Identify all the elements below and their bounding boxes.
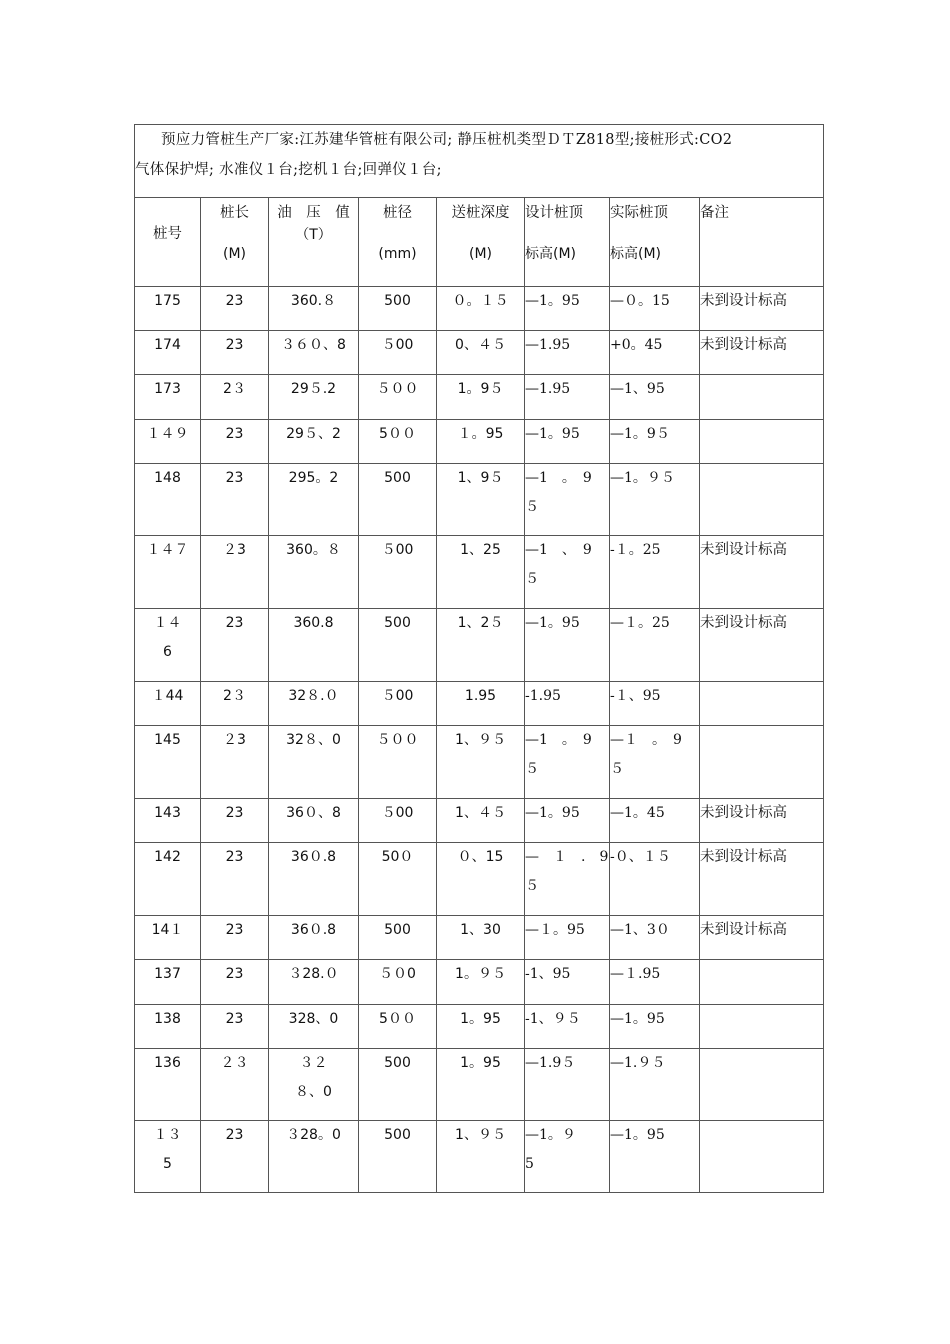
remark-cell: 未到设计标高 [700, 287, 824, 331]
actual-elev-cell: -０、１５ [610, 843, 700, 916]
remark-cell: 未到设计标高 [700, 331, 824, 375]
table-row [135, 287, 824, 331]
diameter-cell: 5００ [359, 1005, 437, 1049]
actual-elev-cell: —１。25 [610, 609, 700, 682]
pile-length-cell: 23 [201, 916, 269, 960]
pile-no-cell: 137 [135, 960, 201, 1005]
col-header-design-elev: 设计桩顶 标高(M) [525, 198, 610, 287]
actual-elev-cell: —1。9５ [610, 420, 700, 464]
actual-elev-cell: —1、3０ [610, 916, 700, 960]
pile-length-cell: ２３ [201, 1049, 269, 1121]
pile-length-cell: 2３ [201, 682, 269, 726]
remark-cell [700, 1005, 824, 1049]
pile-no-cell: １44 [135, 682, 201, 726]
pile-length-cell: 23 [201, 960, 269, 1005]
col-header-actual-elev: 实际桩顶 标高(M) [610, 198, 700, 287]
pile-length-cell: 23 [201, 843, 269, 916]
oil-pressure-cell: 29５.2 [269, 375, 359, 420]
table-row [135, 536, 824, 609]
depth-cell: 1、９５ [437, 726, 525, 799]
pile-length-cell: 23 [201, 1121, 269, 1193]
design-elev-cell: —1。95 [525, 287, 610, 331]
design-elev-cell: —1.95 [525, 331, 610, 375]
oil-pressure-cell: ３28.０ [269, 960, 359, 1005]
diameter-cell: 500 [359, 1049, 437, 1121]
depth-cell: 1、９５ [437, 1121, 525, 1193]
col-header-diameter: 桩径 (mm) [359, 198, 437, 287]
diameter-cell: ５00 [359, 536, 437, 609]
remark-cell [700, 1121, 824, 1193]
diameter-cell: ５００ [359, 726, 437, 799]
depth-cell: 1、30 [437, 916, 525, 960]
actual-elev-cell: —1、95 [610, 375, 700, 420]
header-note [135, 125, 824, 198]
actual-elev-cell: —１ 。 9 ５ [610, 726, 700, 799]
table-row [135, 609, 824, 682]
design-elev-cell: —1 。 9 ５ [525, 464, 610, 536]
pile-no-cell: 173 [135, 375, 201, 420]
oil-pressure-cell: 29５、2 [269, 420, 359, 464]
pile-no-cell: 138 [135, 1005, 201, 1049]
design-elev-cell: -1、９５ [525, 1005, 610, 1049]
depth-cell: 1。９５ [437, 960, 525, 1005]
actual-elev-cell: —1.９５ [610, 1049, 700, 1121]
header-note-line2: 气体保护焊; 水准仪１台;挖机１台;回弹仪１台; [135, 162, 442, 178]
oil-pressure-cell: 36０、8 [269, 799, 359, 843]
col-header-remark: 备注 [700, 198, 824, 287]
pile-no-cell: 136 [135, 1049, 201, 1121]
actual-elev-cell: —1。９５ [610, 464, 700, 536]
depth-cell: １。95 [437, 420, 525, 464]
oil-pressure-cell: 36０.8 [269, 843, 359, 916]
header-note-line1: 预应力管桩生产厂家:江苏建华管桩有限公司; 静压桩机类型ＤＴZ818型;接桩形式:CO2 [161, 132, 733, 148]
remark-cell [700, 726, 824, 799]
depth-cell: 1。95 [437, 1049, 525, 1121]
depth-cell: 1.95 [437, 682, 525, 726]
pile-record-table [134, 124, 824, 1193]
pile-length-cell: 23 [201, 799, 269, 843]
oil-pressure-cell: ３２ ８、0 [269, 1049, 359, 1121]
design-elev-cell: —1。９ 5 [525, 1121, 610, 1193]
table-row [135, 331, 824, 375]
oil-pressure-cell: ３28。0 [269, 1121, 359, 1193]
oil-pressure-cell: 360。８ [269, 536, 359, 609]
pile-no-cell: 148 [135, 464, 201, 536]
actual-elev-cell: —1。45 [610, 799, 700, 843]
oil-pressure-cell: 295。2 [269, 464, 359, 536]
table-row [135, 1005, 824, 1049]
pile-length-cell: 23 [201, 464, 269, 536]
pile-no-cell: 142 [135, 843, 201, 916]
design-elev-cell: —1.95 [525, 375, 610, 420]
diameter-cell: 500 [359, 609, 437, 682]
pile-no-cell: 145 [135, 726, 201, 799]
diameter-cell: ５00 [359, 331, 437, 375]
pile-length-cell: ２3 [201, 536, 269, 609]
remark-cell: 未到设计标高 [700, 916, 824, 960]
depth-cell: 1、2５ [437, 609, 525, 682]
pile-no-cell: １４９ [135, 420, 201, 464]
table-row [135, 799, 824, 843]
pile-length-cell: 23 [201, 1005, 269, 1049]
oil-pressure-cell: ３６０、8 [269, 331, 359, 375]
pile-no-cell: １３ 5 [135, 1121, 201, 1193]
pile-length-cell: 23 [201, 609, 269, 682]
actual-elev-cell: —１.95 [610, 960, 700, 1005]
column-header-row [135, 198, 824, 287]
depth-cell: 1、４５ [437, 799, 525, 843]
col-header-length: 桩长 (M) [201, 198, 269, 287]
oil-pressure-cell: 360.８ [269, 287, 359, 331]
actual-elev-cell: +0。45 [610, 331, 700, 375]
remark-cell: 未到设计标高 [700, 609, 824, 682]
remark-cell [700, 375, 824, 420]
diameter-cell: 5００ [359, 420, 437, 464]
pile-length-cell: 23 [201, 287, 269, 331]
table-row [135, 916, 824, 960]
design-elev-cell: —1 。 9 ５ [525, 726, 610, 799]
remark-cell [700, 960, 824, 1005]
design-elev-cell: —1。95 [525, 799, 610, 843]
depth-cell: 1。9５ [437, 375, 525, 420]
remark-cell: 未到设计标高 [700, 799, 824, 843]
depth-cell: 1、9５ [437, 464, 525, 536]
diameter-cell: ５00 [359, 799, 437, 843]
remark-cell: 未到设计标高 [700, 536, 824, 609]
table-row [135, 1049, 824, 1121]
actual-elev-cell: —1。95 [610, 1121, 700, 1193]
diameter-cell: 500 [359, 1121, 437, 1193]
oil-pressure-cell: 36０.8 [269, 916, 359, 960]
col-header-depth: 送桩深度 (M) [437, 198, 525, 287]
oil-pressure-cell: 32８、0 [269, 726, 359, 799]
pile-length-cell: 2３ [201, 375, 269, 420]
actual-elev-cell: —０。15 [610, 287, 700, 331]
pile-no-cell: １４７ [135, 536, 201, 609]
pile-no-cell: １４ 6 [135, 609, 201, 682]
col-header-oil-pressure: 油 压 值 （T） [269, 198, 359, 287]
pile-length-cell: 23 [201, 331, 269, 375]
design-elev-cell: —1。95 [525, 420, 610, 464]
design-elev-cell: —1 、 9 ５ [525, 536, 610, 609]
design-elev-cell: — １ . 9 ５ [525, 843, 610, 916]
oil-pressure-cell: 360.8 [269, 609, 359, 682]
remark-cell [700, 682, 824, 726]
actual-elev-cell: —1。95 [610, 1005, 700, 1049]
remark-cell [700, 464, 824, 536]
design-elev-cell: —1.9５ [525, 1049, 610, 1121]
diameter-cell: ５00 [359, 682, 437, 726]
oil-pressure-cell: 328、0 [269, 1005, 359, 1049]
pile-no-cell: 14１ [135, 916, 201, 960]
depth-cell: ０、15 [437, 843, 525, 916]
diameter-cell: ５００ [359, 375, 437, 420]
diameter-cell: 500 [359, 916, 437, 960]
table-row [135, 682, 824, 726]
depth-cell: 1、25 [437, 536, 525, 609]
table-row [135, 375, 824, 420]
depth-cell: ０。１５ [437, 287, 525, 331]
table-row [135, 726, 824, 799]
remark-cell [700, 420, 824, 464]
remark-cell [700, 1049, 824, 1121]
pile-length-cell: ２3 [201, 726, 269, 799]
table-row [135, 960, 824, 1005]
pile-no-cell: 174 [135, 331, 201, 375]
table-row [135, 420, 824, 464]
col-header-pile-no: 桩号 [135, 198, 201, 287]
pile-no-cell: 175 [135, 287, 201, 331]
table-row [135, 843, 824, 916]
diameter-cell: 500 [359, 287, 437, 331]
header-note-row [135, 125, 824, 198]
design-elev-cell: —1。95 [525, 609, 610, 682]
depth-cell: 0、４５ [437, 331, 525, 375]
table-row [135, 464, 824, 536]
design-elev-cell: -1.95 [525, 682, 610, 726]
pile-length-cell: 23 [201, 420, 269, 464]
diameter-cell: 500 [359, 464, 437, 536]
actual-elev-cell: -１。25 [610, 536, 700, 609]
pile-no-cell: 143 [135, 799, 201, 843]
diameter-cell: 50０ [359, 843, 437, 916]
depth-cell: 1。95 [437, 1005, 525, 1049]
table-row [135, 1121, 824, 1193]
diameter-cell: ５０0 [359, 960, 437, 1005]
oil-pressure-cell: 32８.０ [269, 682, 359, 726]
design-elev-cell: —１。95 [525, 916, 610, 960]
actual-elev-cell: -１、95 [610, 682, 700, 726]
design-elev-cell: -1、95 [525, 960, 610, 1005]
remark-cell: 未到设计标高 [700, 843, 824, 916]
